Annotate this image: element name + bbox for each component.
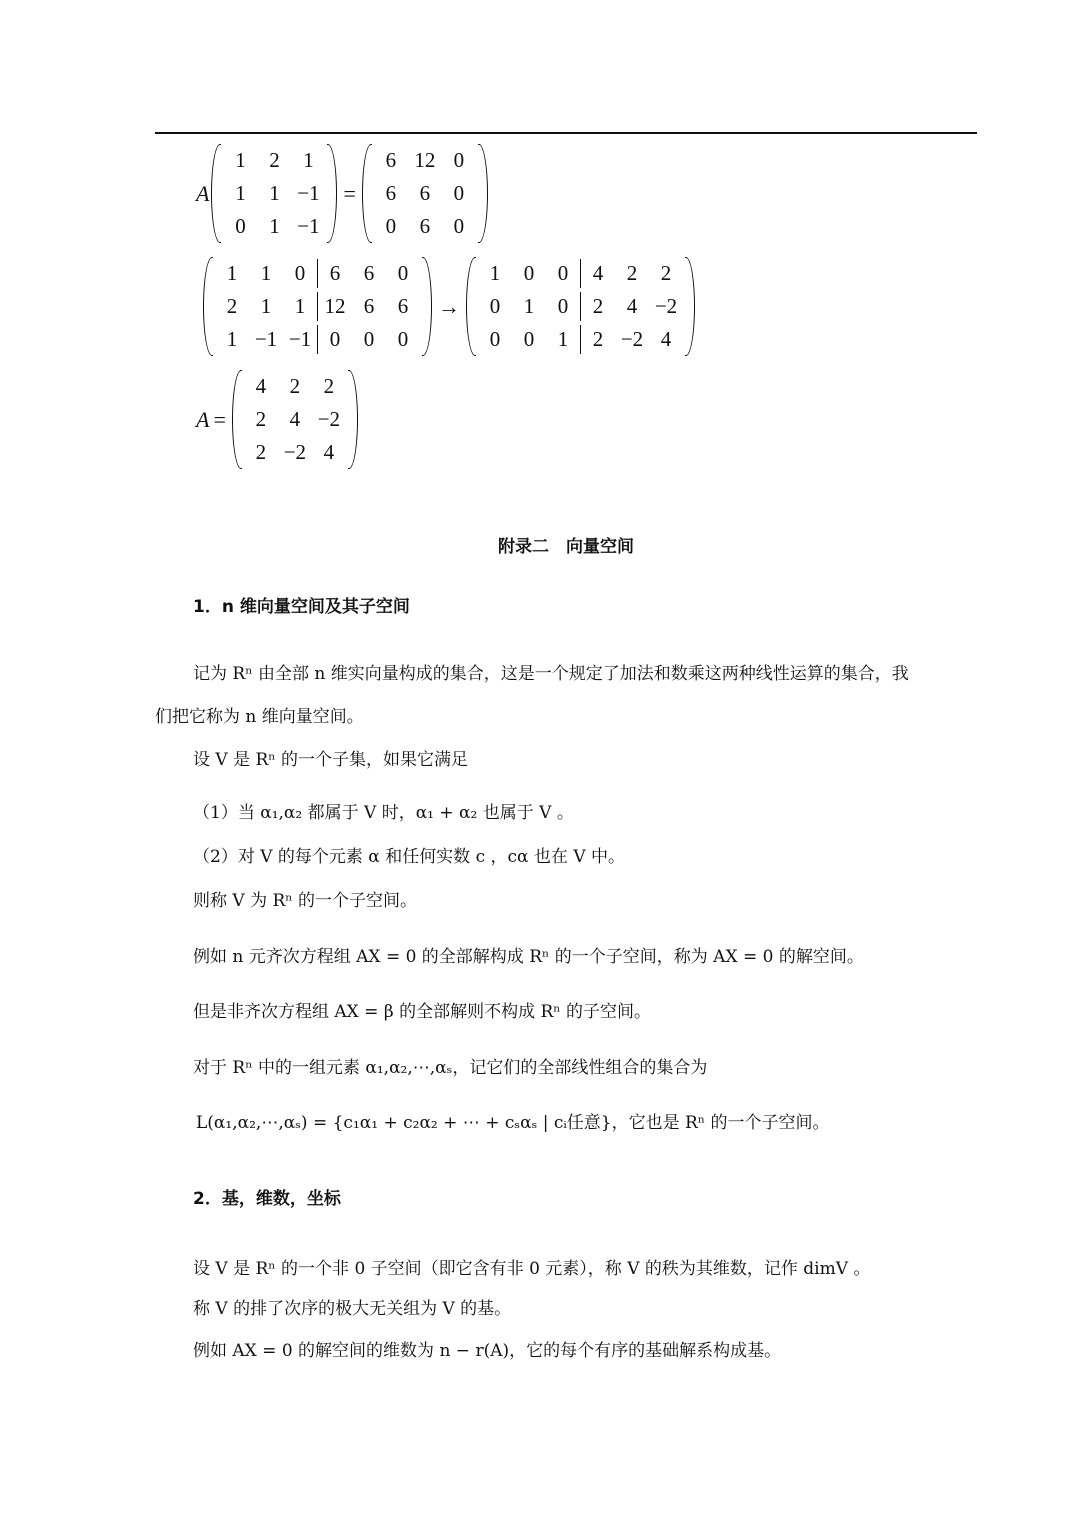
equation-1 [196, 144, 488, 243]
matrix-cell: 12 [414, 148, 436, 172]
matrix-cell: −2 [620, 327, 644, 351]
paragraph-line: 们把它称为 n 维向量空间。 [155, 707, 364, 727]
matrix-cell: 6 [397, 294, 409, 318]
matrix-cell: 0 [363, 327, 375, 351]
paragraph-line: 但是非齐次方程组 AX = β 的全部解则不构成 Rⁿ 的子空间。 [193, 1002, 652, 1022]
matrix-cell: 2 [255, 407, 267, 431]
paragraph-line: （2）对 V 的每个元素 α 和任何实数 c ，cα 也在 V 中。 [193, 847, 626, 867]
matrix-cell: 2 [626, 261, 638, 285]
matrix-cell: 1 [523, 294, 535, 318]
matrix-cell: 1 [226, 327, 238, 351]
matrix-cell: 1 [303, 148, 314, 172]
matrix-cell: 1 [235, 148, 246, 172]
matrix-eq1-right [362, 144, 488, 243]
matrix-cell: −2 [283, 440, 307, 464]
header-rule [155, 132, 977, 134]
paragraph-line: （1）当 α₁,α₂ 都属于 V 时，α₁ + α₂ 也属于 V 。 [193, 803, 574, 823]
section-title: 附录二 向量空间 [498, 537, 634, 557]
matrix-cell: 0 [453, 148, 465, 172]
matrix-cell: 2 [255, 440, 267, 464]
matrix-cell: 2 [226, 294, 238, 318]
paragraph-line: 设 V 是 Rⁿ 的一个非 0 子空间（即它含有非 0 元素），称 V 的秩为其维数，记作 dimV 。 [193, 1259, 871, 1279]
matrix-cell: 2 [269, 148, 280, 172]
matrix-cell: 12 [317, 292, 352, 321]
matrix-cell: 0 [557, 294, 569, 318]
paragraph-line: 设 V 是 Rⁿ 的一个子集，如果它满足 [193, 750, 469, 770]
matrix-cell: 1 [260, 294, 272, 318]
matrix-cell: 6 [385, 148, 397, 172]
matrix-cell: 2 [580, 325, 615, 354]
paragraph-line: 称 V 的排了次序的极大无关组为 V 的基。 [193, 1299, 512, 1319]
matrix-cell: 4 [323, 440, 335, 464]
matrix-cell: 6 [385, 181, 397, 205]
matrix-cell: 4 [580, 259, 615, 288]
matrix-cell: 0 [294, 261, 306, 285]
matrix-cell: 2 [323, 374, 335, 398]
matrix-cell: 6 [363, 261, 375, 285]
matrix-cell: 0 [489, 327, 501, 351]
matrix-cell: 0 [489, 294, 501, 318]
equation-2 [203, 257, 695, 356]
matrix-cell: −2 [654, 294, 678, 318]
equals-sign-result: = [213, 406, 226, 432]
matrix-cell: 6 [419, 181, 431, 205]
matrix-cell: 0 [453, 181, 465, 205]
matrix-cell: 0 [397, 327, 409, 351]
augmented-matrix-left [203, 257, 432, 356]
matrix-cell: 2 [580, 292, 615, 321]
matrix-cell: 6 [317, 259, 352, 288]
paragraph-line: 对于 Rⁿ 中的一组元素 α₁,α₂,⋯,αₛ，记它们的全部线性组合的集合为 [193, 1058, 708, 1078]
paragraph-line: 例如 AX = 0 的解空间的维数为 n − r(A)，它的每个有序的基础解系构成基。 [193, 1341, 782, 1361]
matrix-cell: 4 [626, 294, 638, 318]
matrix-cell: 4 [255, 374, 267, 398]
matrix-cell: 0 [523, 261, 535, 285]
matrix-cell: −1 [254, 327, 278, 351]
matrix-cell: 4 [660, 327, 672, 351]
matrix-cell: 1 [557, 327, 569, 351]
paragraph-line: L(α₁,α₂,⋯,αₛ) = {c₁α₁ + c₂α₂ + ⋯ + cₛαₛ | cᵢ任意}，它也是 Rⁿ 的一个子空间。 [196, 1113, 830, 1133]
matrix-cell: 0 [385, 214, 397, 238]
matrix-cell: −1 [297, 181, 320, 205]
matrix-cell: 1 [269, 214, 280, 238]
matrix-cell: 4 [289, 407, 301, 431]
matrix-cell: 1 [489, 261, 501, 285]
matrix-cell: 0 [557, 261, 569, 285]
matrix-cell: 1 [235, 181, 246, 205]
matrix-cell: 1 [269, 181, 280, 205]
augmented-matrix-right [466, 257, 695, 356]
paragraph-line: 例如 n 元齐次方程组 AX = 0 的全部解构成 Rⁿ 的一个子空间，称为 AX = 0 的解空间。 [193, 947, 864, 967]
paragraph-line: 则称 V 为 Rⁿ 的一个子空间。 [193, 891, 418, 911]
equation-3 [196, 370, 358, 469]
heading-2: 2．基，维数，坐标 [193, 1189, 341, 1209]
matrix-result [232, 370, 358, 469]
matrix-cell: 0 [397, 261, 409, 285]
matrix-cell: 1 [260, 261, 272, 285]
matrix-label-a-result: A [196, 406, 210, 432]
matrix-cell: 0 [453, 214, 465, 238]
matrix-cell: −1 [288, 327, 312, 351]
matrix-cell: 2 [289, 374, 301, 398]
matrix-cell: 6 [363, 294, 375, 318]
matrix-cell: 2 [660, 261, 672, 285]
matrix-cell: 0 [235, 214, 246, 238]
matrix-cell: 6 [419, 214, 431, 238]
matrix-eq1-left [211, 144, 337, 243]
matrix-cell: −2 [317, 407, 341, 431]
matrix-label-a: A [196, 180, 210, 206]
matrix-cell: 1 [226, 261, 238, 285]
matrix-cell: 0 [317, 325, 352, 354]
paragraph-line: 记为 Rⁿ 由全部 n 维实向量构成的集合，这是一个规定了加法和数乘这两种线性运算的集合，我 [193, 664, 909, 684]
matrix-cell: 0 [523, 327, 535, 351]
equals-sign: = [343, 180, 356, 206]
matrix-cell: 1 [294, 294, 306, 318]
heading-1: 1．n 维向量空间及其子空间 [193, 597, 410, 617]
matrix-cell: −1 [297, 214, 320, 238]
arrow-symbol: → [438, 293, 460, 319]
